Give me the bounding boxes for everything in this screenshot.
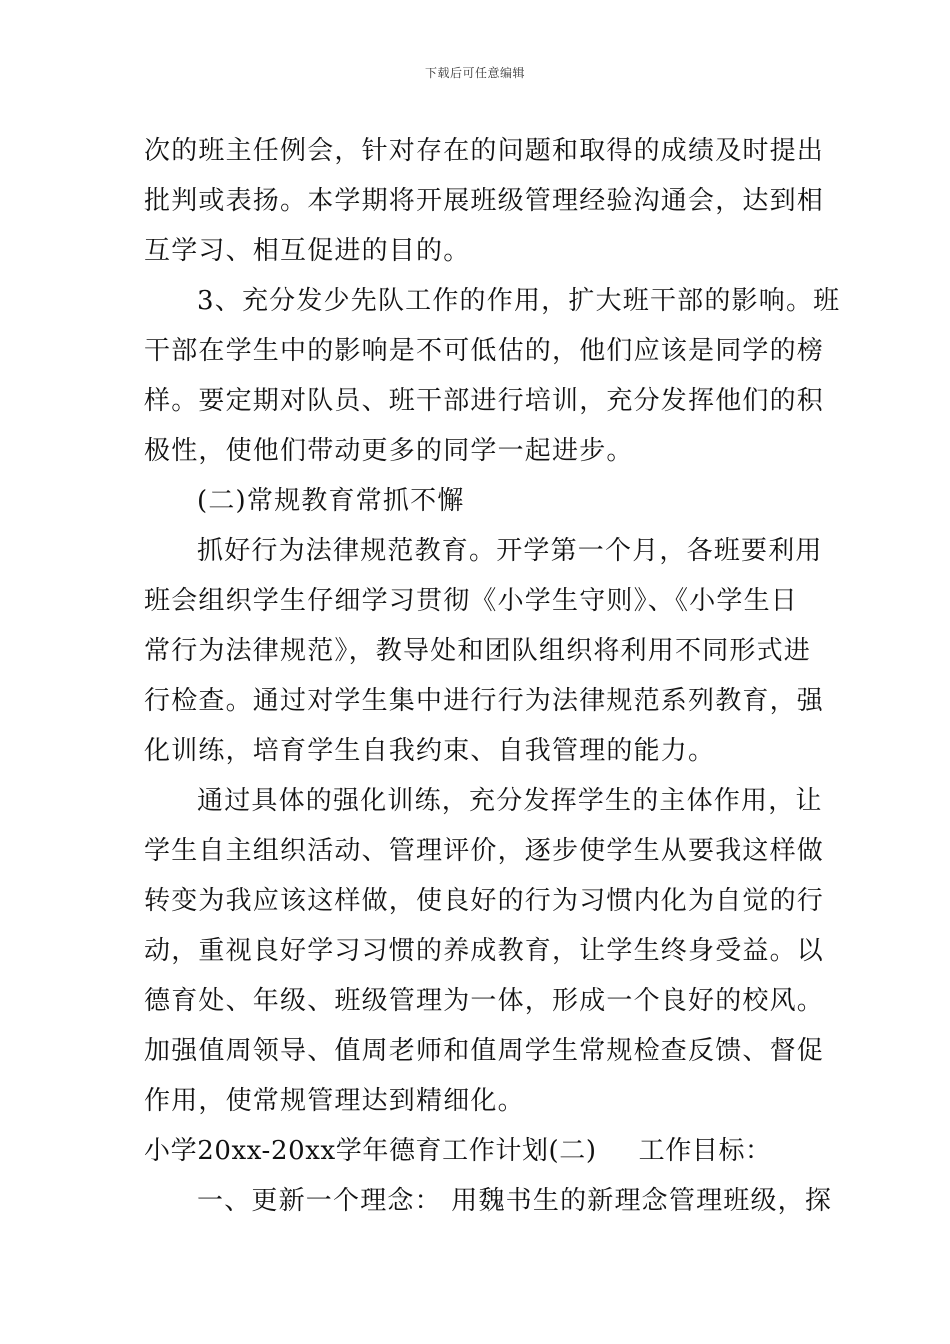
text-line: 一、更新一个理念： 用魏书生的新理念管理班级，探 (197, 1186, 833, 1216)
text-line: 次的班主任例会，针对存在的问题和取得的成绩及时提出 (144, 136, 825, 166)
document-body (144, 126, 841, 1226)
text-line: 常行为法律规范》，教导处和团队组织将利用不同形式进 (144, 636, 812, 666)
text-line: 抓好行为法律规范教育。开学第一个月，各班要利用 (197, 536, 823, 566)
text-line: 动，重视良好学习习惯的养成教育，让学生终身受益。以 (144, 936, 825, 966)
plan-title-line (144, 1126, 808, 1176)
text-line: 转变为我应该这样做，使良好的行为习惯内化为自觉的行 (144, 886, 825, 916)
text-line: 行检查。通过对学生集中进行行为法律规范系列教育，强 (144, 686, 825, 716)
text-line: 班会组织学生仔细学习贯彻《小学生守则》、《小学生日 (144, 586, 799, 616)
plan-title: 小学20xx-20xx学年德育工作计划(二) (144, 1136, 597, 1166)
text-line: 化训练，培育学生自我约束、自我管理的能力。 (144, 736, 716, 766)
section-heading: (二)常规教育常抓不懈 (197, 486, 465, 516)
text-line: 极性，使他们带动更多的同学一起进步。 (144, 436, 634, 466)
text-line: 作用，使常规管理达到精细化。 (144, 1086, 525, 1116)
text-line: 干部在学生中的影响是不可低估的，他们应该是同学的榜 (144, 336, 825, 366)
text-line: 样。要定期对队员、班干部进行培训，充分发挥他们的积 (144, 386, 825, 416)
text-line: 通过具体的强化训练，充分发挥学生的主体作用，让 (197, 786, 823, 816)
header-note: 下载后可任意编辑 (424, 66, 525, 80)
text-line: 学生自主组织活动、管理评价，逐步使学生从要我这样做 (144, 836, 825, 866)
text-line: 德育处、年级、班级管理为一体，形成一个良好的校风。 (144, 986, 825, 1016)
plan-subtitle: 工作目标： (638, 1136, 772, 1166)
text-line: 批判或表扬。本学期将开展班级管理经验沟通会，达到相 (144, 186, 825, 216)
text-line: 3、充分发少先队工作的作用，扩大班干部的影响。班 (197, 286, 841, 316)
text-line: 互学习、相互促进的目的。 (144, 236, 471, 266)
text-line: 加强值周领导、值周老师和值周学生常规检查反馈、督促 (144, 1036, 825, 1066)
